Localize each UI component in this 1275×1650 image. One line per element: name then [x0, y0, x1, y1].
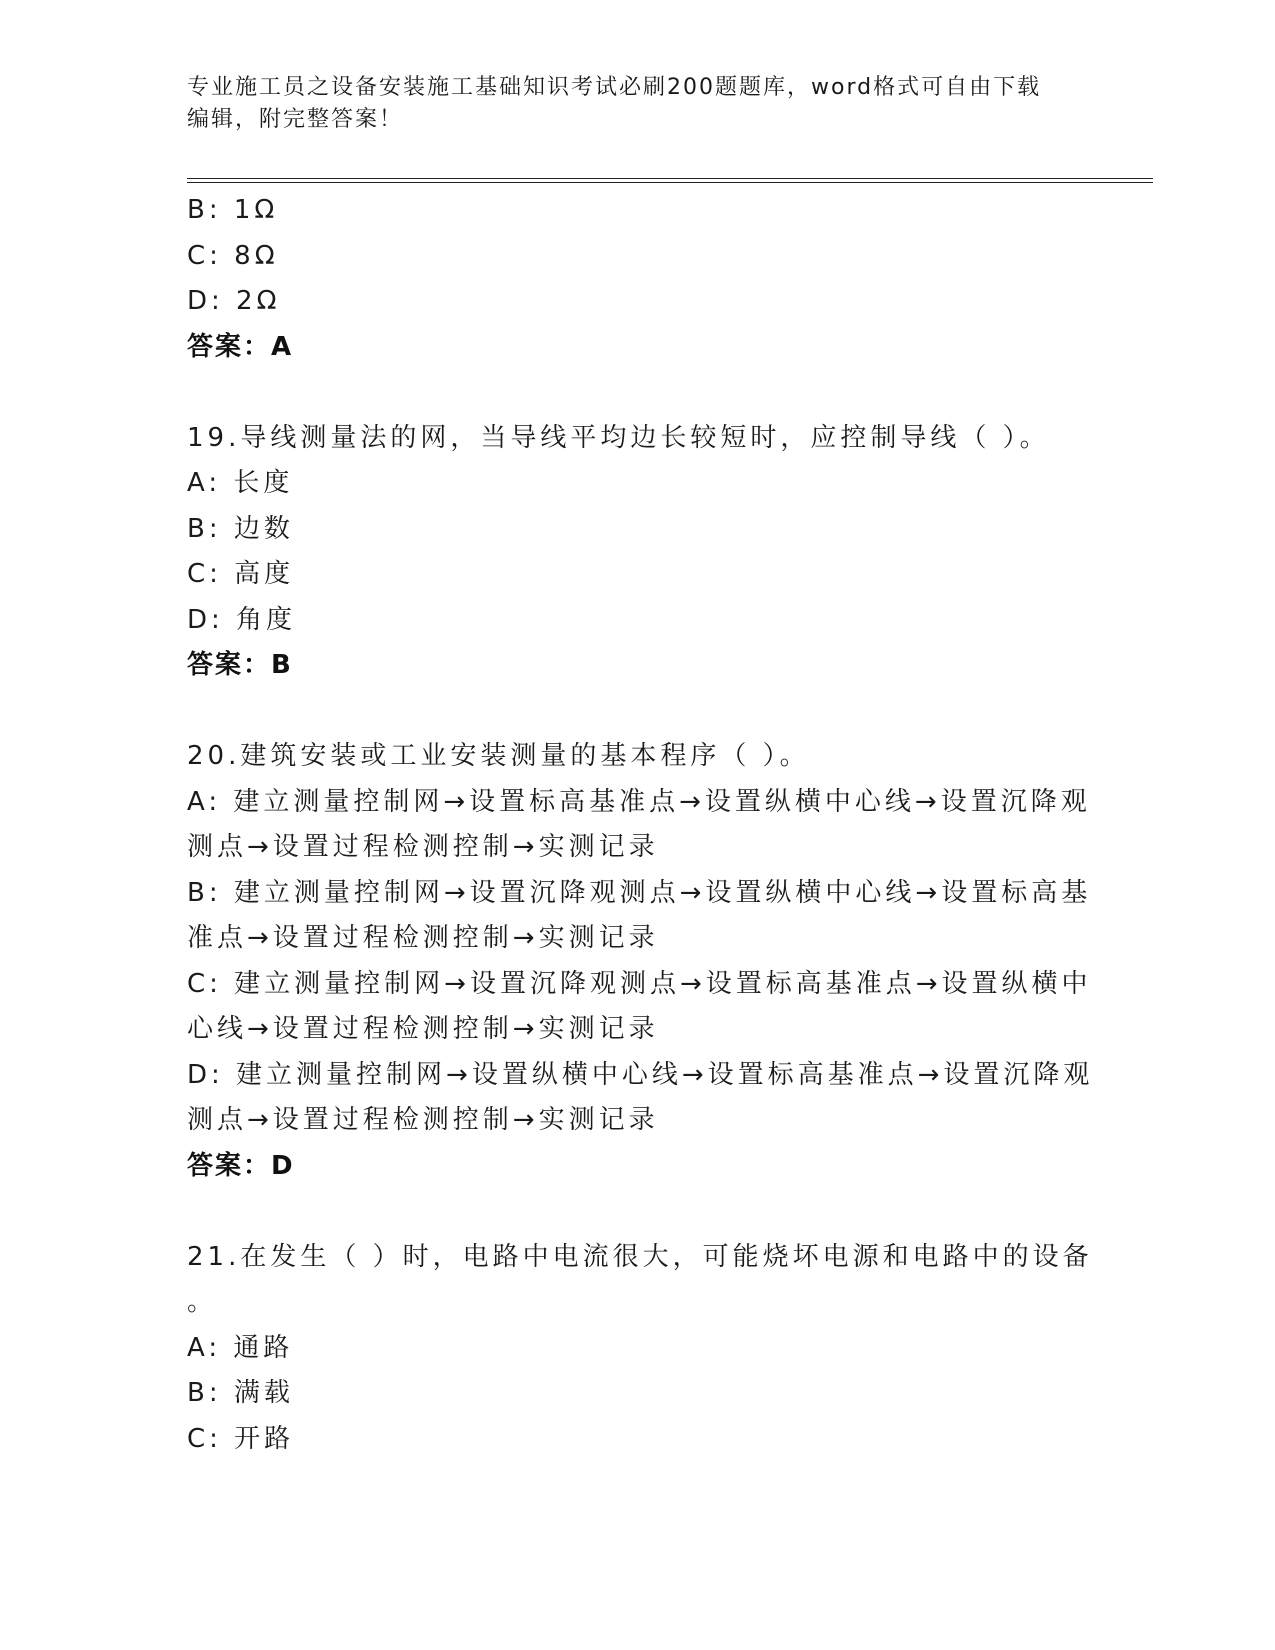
q19-option-b: B: 边数 — [187, 513, 294, 544]
q20-option-c-line-1: C: 建立测量控制网→设置沉降观测点→设置标高基准点→设置纵横中 — [187, 968, 1092, 999]
q20-option-b-line-1: B: 建立测量控制网→设置沉降观测点→设置纵横中心线→设置标高基 — [187, 877, 1092, 908]
spacer — [187, 1189, 1087, 1235]
header-divider-top — [187, 178, 1153, 179]
q21-option-b: B: 满载 — [187, 1378, 294, 1408]
spacer — [187, 689, 1087, 735]
q18-option-b: B: 1Ω — [187, 195, 279, 225]
document-header — [187, 72, 1067, 136]
q21-question-text-line-2: 。 — [187, 1287, 218, 1317]
spacer — [187, 370, 1087, 416]
q18-option-c: C: 8Ω — [187, 240, 279, 271]
question-20 — [187, 734, 1094, 1189]
q21-question-text-line-1: 21.在发生（ ）时，电路中电流很大，可能烧坏电源和电路中的设备 — [187, 1241, 1093, 1272]
q20-option-d-line-2: 测点→设置过程检测控制→实测记录 — [187, 1105, 659, 1135]
header-title-line-1: 专业施工员之设备安装施工基础知识考试必刷200题题库，word格式可自由下载 — [187, 75, 1042, 100]
q20-option-c-line-2: 心线→设置过程检测控制→实测记录 — [187, 1014, 659, 1044]
q21-option-a: A: 通路 — [187, 1332, 294, 1363]
q19-option-c: C: 高度 — [187, 559, 295, 589]
q20-option-d-line-1: D: 建立测量控制网→设置纵横中心线→设置标高基准点→设置沉降观 — [187, 1059, 1094, 1090]
q20-option-a-line-2: 测点→设置过程检测控制→实测记录 — [187, 832, 659, 862]
q18-option-d: D: 2Ω — [187, 286, 281, 316]
question-18 — [187, 188, 1087, 370]
q19-question-text: 19.导线测量法的网，当导线平均边长较短时，应控制导线（ ）。 — [187, 422, 1050, 453]
q19-option-a: A: 长度 — [187, 468, 294, 498]
q18-answer: 答案：A — [187, 331, 294, 362]
q20-answer: 答案：D — [187, 1150, 295, 1181]
q20-option-b-line-2: 准点→设置过程检测控制→实测记录 — [187, 923, 659, 953]
q19-option-d: D: 角度 — [187, 604, 297, 635]
header-divider-bottom — [187, 182, 1153, 183]
question-19 — [187, 416, 1087, 689]
question-21 — [187, 1235, 1093, 1463]
q21-option-c: C: 开路 — [187, 1423, 295, 1454]
header-title-line-2: 编辑，附完整答案！ — [187, 107, 404, 132]
question-list — [187, 188, 1094, 1462]
q20-option-a-line-1: A: 建立测量控制网→设置标高基准点→设置纵横中心线→设置沉降观 — [187, 786, 1091, 817]
q19-answer: 答案：B — [187, 650, 293, 680]
q20-question-text: 20.建筑安装或工业安装测量的基本程序（ ）。 — [187, 741, 810, 771]
